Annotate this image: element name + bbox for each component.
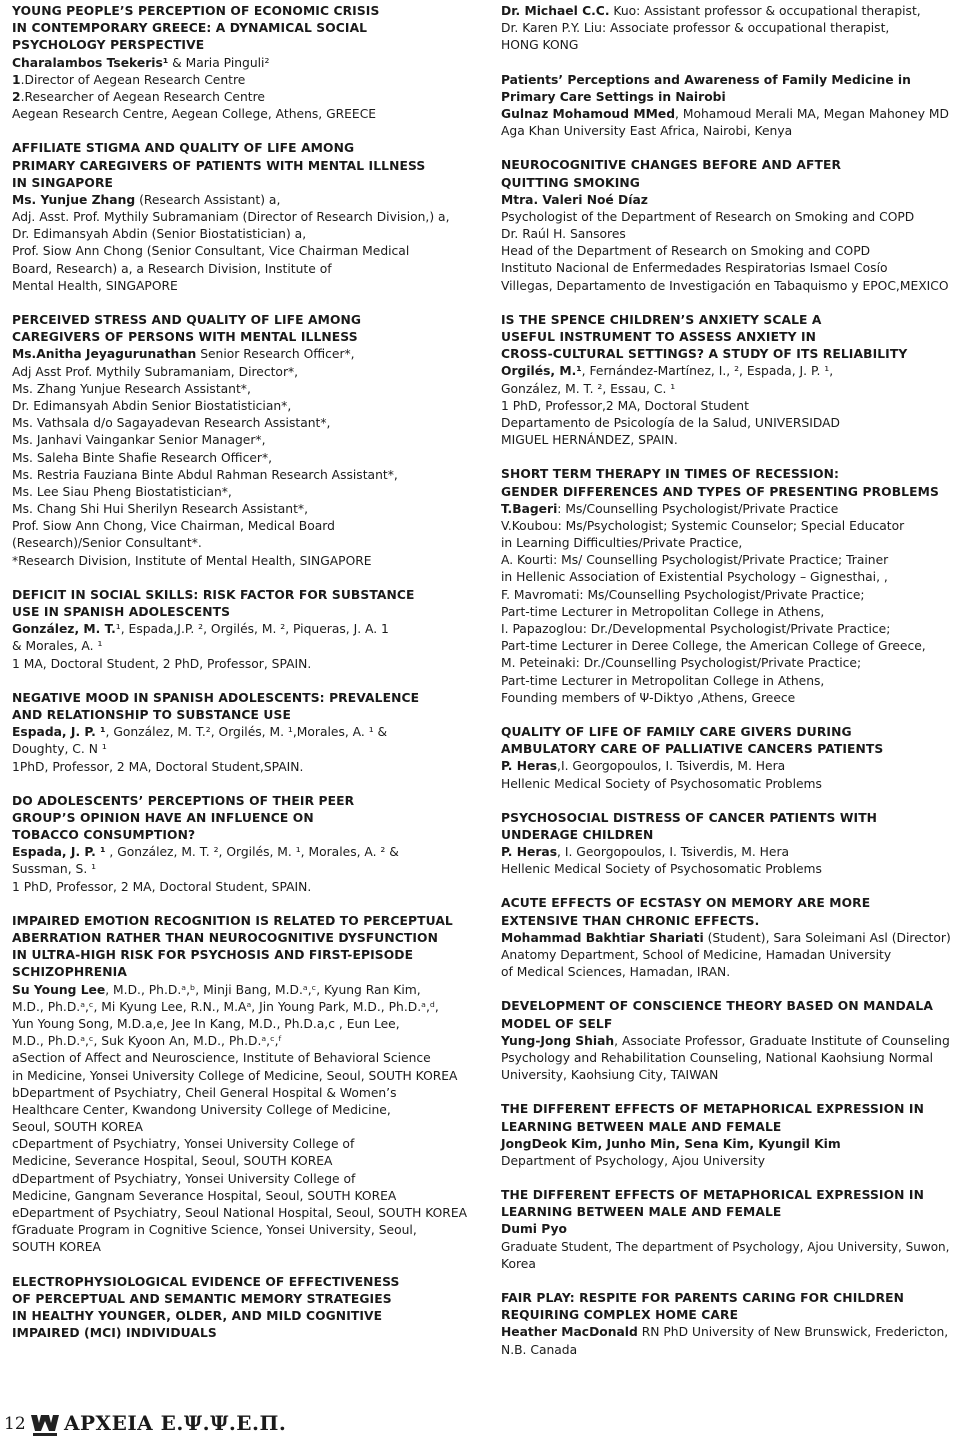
affiliation-line: Mental Health, SINGAPORE: [12, 278, 178, 293]
affiliation-line: MIGUEL HERNÁNDEZ, SPAIN.: [501, 433, 678, 448]
abstract-title-line: DEVELOPMENT OF CONSCIENCE THEORY BASED ON MANDALA: [501, 999, 933, 1014]
affiliation-line: Seoul, SOUTH KOREA: [12, 1120, 143, 1135]
abstract-title-line: IN HEALTHY YOUNGER, OLDER, AND MILD COGNITIVE: [12, 1308, 383, 1323]
affiliation-line: & Morales, A. ¹: [12, 639, 103, 654]
affiliation-line: Ms. Restria Fauziana Binte Abdul Rahman Research Assistant*,: [12, 467, 398, 482]
affiliation-line: Departamento de Psicología de la Salud, UNIVERSIDAD: [501, 415, 841, 430]
affiliation-line: Ms. Janhavi Vaingankar Senior Manager*,: [12, 433, 266, 448]
abstract-title-line: IN CONTEMPORARY GREECE: A DYNAMICAL SOCIAL: [12, 21, 368, 36]
affiliation-line: Board, Research) a, a Research Division, Institute of: [12, 261, 332, 276]
affiliation-line: Adj. Asst. Prof. Mythily Subramaniam (Director of Research Division,) a,: [12, 210, 450, 225]
affiliation-line: Head of the Department of Research on Smoking and COPD: [501, 244, 871, 259]
affiliation-line: in Medicine, Yonsei University College of Medicine, Seoul, SOUTH KOREA: [12, 1068, 458, 1083]
affiliation-line: Dr. Raúl H. Sansores: [501, 227, 626, 242]
abstract-entry: [501, 1101, 957, 1170]
affiliation-line: Ms. Zhang Yunjue Research Assistant*,: [12, 381, 251, 396]
abstract-title-line: NEUROCOGNITIVE CHANGES BEFORE AND AFTER: [501, 158, 842, 173]
journal-name: ΑΡΧΕΙΑ Ε.Ψ.Ψ.Ε.Π.: [64, 1411, 287, 1435]
abstract-title-line: SHORT TERM THERAPY IN TIMES OF RECESSION:: [501, 467, 840, 482]
affiliation-line: Doughty, C. N ¹: [12, 742, 107, 757]
abstract-title-line: PSYCHOLOGY PERSPECTIVE: [12, 38, 205, 53]
affiliation-line: M. Peteinaki: Dr./Counselling Psychologist/Private Practice;: [501, 656, 862, 671]
author-line: Patients’ Perceptions and Awareness of Family Medicine in: [501, 72, 911, 87]
affiliation-line: of Medical Sciences, Hamadan, IRAN.: [501, 965, 731, 980]
abstract-title-line: IS THE SPENCE CHILDREN’S ANXIETY SCALE A: [501, 312, 822, 327]
author-line: Orgilés, M.¹, Fernández-Martínez, I., ², Espada, J. P. ¹,: [501, 364, 834, 379]
affiliation-line: 1 MA, Doctoral Student, 2 PhD, Professor, SPAIN.: [12, 656, 312, 671]
affiliation-line: 1 PhD, Professor, 2 MA, Doctoral Student, SPAIN.: [12, 879, 312, 894]
abstract-entry: [501, 810, 957, 879]
abstract-entry: [12, 793, 482, 896]
affiliation-line: F. Mavromati: Ms/Counselling Psychologist/Private Practice;: [501, 587, 865, 602]
abstract-entry: [501, 1290, 957, 1359]
abstract-title-line: USE IN SPANISH ADOLESCENTS: [12, 605, 231, 619]
affiliation-line: Dr. Edimansyah Abdin (Senior Biostatistician) a,: [12, 227, 307, 242]
affiliation-line: Villegas, Departamento de Investigación en Tabaquismo y EPOC,MEXICO: [501, 278, 949, 293]
affiliation-line: M.D., Ph.D.ᵃ,ᶜ, Mi Kyung Lee, R.N., M.Aᵃ, Jin Young Park, M.D., Ph.D.ᵃ,ᵈ,: [12, 999, 439, 1014]
abstract-entry: [501, 466, 957, 707]
abstract-title-line: NEGATIVE MOOD IN SPANISH ADOLESCENTS: PREVALENCE: [12, 690, 420, 705]
affiliation-line: Hellenic Medical Society of Psychosomatic Problems: [501, 776, 822, 791]
abstract-title-line: MODEL OF SELF: [501, 1016, 613, 1031]
affiliation-line: SOUTH KOREA: [12, 1240, 101, 1255]
affiliation-line: Aegean Research Centre, Aegean College, Athens, GREECE: [12, 107, 377, 122]
abstract-entry: [12, 312, 482, 570]
affiliation-line: Prof. Siow Ann Chong (Senior Consultant, Vice Chairman Medical: [12, 244, 410, 259]
abstract-title-line: PSYCHOSOCIAL DISTRESS OF CANCER PATIENTS WITH: [501, 810, 878, 825]
affiliation-line: *Research Division, Institute of Mental Health, SINGAPORE: [12, 553, 372, 568]
abstract-title-line: ACUTE EFFECTS OF ECSTASY ON MEMORY ARE MORE: [501, 896, 871, 911]
abstract-title-line: EXTENSIVE THAN CHRONIC EFFECTS.: [501, 913, 760, 928]
author-line: P. Heras,I. Georgopoulos, I. Tsiverdis, M. Hera: [501, 759, 786, 774]
affiliation-line: Founding members of Ψ-Diktyo ,Athens, Greece: [501, 690, 796, 705]
abstract-title-line: LEARNING BETWEEN MALE AND FEMALE: [501, 1205, 782, 1220]
author-line: Espada, J. P. ¹, González, M. T.², Orgilés, M. ¹,Morales, A. ¹ &: [12, 725, 388, 740]
abstract-title-line: GENDER DIFFERENCES AND TYPES OF PRESENTING PROBLEMS: [501, 484, 939, 499]
affiliation-line: Part-time Lecturer in Metropolitan College in Athens,: [501, 673, 825, 688]
affiliation-line: Medicine, Gangnam Severance Hospital, Seoul, SOUTH KOREA: [12, 1188, 397, 1203]
abstract-title-line: DEFICIT IN SOCIAL SKILLS: RISK FACTOR FOR SUBSTANCE: [12, 587, 415, 602]
abstract-title-line: USEFUL INSTRUMENT TO ASSESS ANXIETY IN: [501, 330, 817, 344]
author-line: JongDeok Kim, Junho Min, Sena Kim, Kyungil Kim: [501, 1136, 841, 1151]
author-line: Mohammad Bakhtiar Shariati (Student), Sara Soleimani Asl (Director): [501, 930, 951, 945]
affiliation-line: I. Papazoglou: Dr./Developmental Psychologist/Private Practice;: [501, 622, 891, 636]
abstract-title-line: THE DIFFERENT EFFECTS OF METAPHORICAL EXPRESSION IN: [501, 1188, 924, 1203]
affiliation-line: 1 PhD, Professor,2 MA, Doctoral Student: [501, 398, 749, 413]
affiliation-line: Ms. Saleha Binte Shafie Research Officer*,: [12, 450, 273, 465]
abstract-title-line: IN SINGAPORE: [12, 175, 114, 190]
author-line: Charalambos Tsekeris¹ & Maria Pinguli²: [12, 55, 270, 70]
author-line: 2.Researcher of Aegean Research Centre: [12, 89, 265, 104]
affiliation-line: Anatomy Department, School of Medicine, Hamadan University: [501, 948, 892, 962]
affiliation-line: bDepartment of Psychiatry, Cheil General Hospital & Women’s: [12, 1085, 397, 1100]
abstract-title-line: CAREGIVERS OF PERSONS WITH MENTAL ILLNESS: [12, 330, 358, 345]
abstract-title-line: QUITTING SMOKING: [501, 175, 640, 190]
abstract-entry: [12, 690, 482, 776]
abstract-entry: [501, 895, 957, 981]
affiliation-line: University, Kaohsiung City, TAIWAN: [501, 1068, 719, 1083]
abstract-title-line: ABERRATION RATHER THAN NEUROCOGNITIVE DYSFUNCTION: [12, 931, 438, 945]
affiliation-line: Medicine, Severance Hospital, Seoul, SOUTH KOREA: [12, 1154, 333, 1169]
affiliation-line: Ms. Chang Shi Hui Sherilyn Research Assistant*,: [12, 502, 308, 517]
affiliation-line: HONG KONG: [501, 38, 579, 53]
abstract-entry: [501, 998, 957, 1084]
abstract-title-line: AMBULATORY CARE OF PALLIATIVE CANCERS PATIENTS: [501, 742, 884, 757]
affiliation-line: Department of Psychology, Ajou University: [501, 1153, 765, 1168]
abstract-title-line: LEARNING BETWEEN MALE AND FEMALE: [501, 1119, 782, 1134]
abstract-title-line: QUALITY OF LIFE OF FAMILY CARE GIVERS DURING: [501, 724, 852, 739]
author-line: Su Young Lee, M.D., Ph.D.ᵃ,ᵇ, Minji Bang, M.D.ᵃ,ᶜ, Kyung Ran Kim,: [12, 982, 421, 997]
affiliation-line: Ms. Vathsala d/o Sagayadevan Research Assistant*,: [12, 416, 331, 431]
affiliation-line: aSection of Affect and Neuroscience, Institute of Behavioral Science: [12, 1051, 431, 1066]
abstract-title-line: AFFILIATE STIGMA AND QUALITY OF LIFE AMONG: [12, 141, 355, 156]
abstract-title-line: YOUNG PEOPLE’S PERCEPTION OF ECONOMIC CRISIS: [12, 4, 380, 18]
abstract-entry: [501, 3, 957, 55]
abstract-entry: [501, 312, 957, 450]
author-line: P. Heras, I. Georgopoulos, I. Tsiverdis, M. Hera: [501, 845, 790, 860]
author-line: Ms. Yunjue Zhang (Research Assistant) a,: [12, 192, 281, 207]
abstract-title-line: PRIMARY CAREGIVERS OF PATIENTS WITH MENTAL ILLNESS: [12, 158, 426, 173]
abstract-title-line: IMPAIRED (MCI) INDIVIDUALS: [12, 1326, 217, 1341]
author-line: Primary Care Settings in Nairobi: [501, 89, 726, 104]
affiliation-line: Part-time Lecturer in Metropolitan College in Athens,: [501, 604, 825, 619]
abstract-entry: [501, 724, 957, 793]
affiliation-line: eDepartment of Psychiatry, Seoul National Hospital, Seoul, SOUTH KOREA: [12, 1206, 468, 1220]
affiliation-line: Hellenic Medical Society of Psychosomatic Problems: [501, 862, 822, 877]
abstract-title-line: PERCEIVED STRESS AND QUALITY OF LIFE AMONG: [12, 313, 362, 327]
abstract-title-line: REQUIRING COMPLEX HOME CARE: [501, 1308, 739, 1323]
abstract-title-line: ELECTROPHYSIOLOGICAL EVIDENCE OF EFFECTIVENESS: [12, 1274, 400, 1289]
abstract-entry: [501, 157, 957, 295]
affiliation-line: 1PhD, Professor, 2 MA, Doctoral Student,SPAIN.: [12, 759, 304, 774]
author-line: T.Bageri: Ms/Counselling Psychologist/Private Practice: [501, 501, 839, 516]
author-line: González, M. T.¹, Espada,J.P. ², Orgilés, M. ², Piqueras, J. A. 1: [12, 622, 389, 637]
abstract-entry: [12, 140, 482, 295]
abstract-title-line: DO ADOLESCENTS’ PERCEPTIONS OF THEIR PEER: [12, 793, 355, 808]
affiliation-line: Graduate Student, The department of Psychology, Ajou University, Suwon,: [501, 1239, 950, 1254]
affiliation-line: (Research)/Senior Consultant*.: [12, 536, 202, 551]
affiliation-line: cDepartment of Psychiatry, Yonsei University College of: [12, 1137, 355, 1152]
affiliation-line: Part-time Lecturer in Deree College, the American College of Greece,: [501, 639, 926, 654]
affiliation-line: in Learning Difficulties/Private Practice,: [501, 536, 743, 551]
affiliation-line: Aga Khan University East Africa, Nairobi, Kenya: [501, 124, 793, 139]
affiliation-line: A. Kourti: Ms/ Counselling Psychologist/Private Practice; Trainer: [501, 553, 889, 568]
affiliation-line: Psychologist of the Department of Research on Smoking and COPD: [501, 209, 915, 224]
author-line: Espada, J. P. ¹ , González, M. T. ², Orgilés, M. ¹, Morales, A. ² &: [12, 845, 399, 860]
journal-logo-icon: [29, 1411, 61, 1439]
abstract-entry: [12, 3, 482, 123]
abstract-entry: [12, 1274, 482, 1343]
affiliation-line: Dr. Edimansyah Abdin Senior Biostatistician*,: [12, 398, 292, 413]
author-line: Ms.Anitha Jeyagurunathan Senior Research Officer*,: [12, 347, 355, 362]
affiliation-line: Yun Young Song, M.D.a,e, Jee In Kang, M.D., Ph.D.a,c , Eun Lee,: [12, 1016, 400, 1031]
abstract-title-line: AND RELATIONSHIP TO SUBSTANCE USE: [12, 707, 291, 722]
affiliation-line: González, M. T. ², Essau, C. ¹: [501, 381, 676, 396]
abstract-title-line: SCHIZOPHRENIA: [12, 965, 127, 980]
abstract-title-line: FAIR PLAY: RESPITE FOR PARENTS CARING FOR CHILDREN: [501, 1291, 905, 1305]
affiliation-line: Sussman, S. ¹: [12, 862, 97, 877]
author-line: Gulnaz Mohamoud MMed, Mohamoud Merali MA, Megan Mahoney MD: [501, 106, 949, 121]
right-column: [501, 3, 957, 1376]
abstract-title-line: UNDERAGE CHILDREN: [501, 827, 654, 842]
affiliation-line: N.B. Canada: [501, 1342, 578, 1357]
page-footer: [0, 1404, 960, 1442]
affiliation-line: Dr. Karen P.Y. Liu: Associate professor & occupational therapist,: [501, 21, 890, 36]
abstract-title-line: CROSS-CULTURAL SETTINGS? A STUDY OF ITS RELIABILITY: [501, 347, 908, 362]
affiliation-line: Korea: [501, 1256, 536, 1271]
abstract-entry: [501, 1187, 957, 1273]
affiliation-line: Instituto Nacional de Enfermedades Respiratorias Ismael Cosío: [501, 261, 888, 276]
affiliation-line: Healthcare Center, Kwandong University College of Medicine,: [12, 1102, 391, 1117]
affiliation-line: in Hellenic Association of Existential Psychology – Gignesthai, ,: [501, 570, 888, 585]
author-line: Dumi Pyo: [501, 1222, 567, 1237]
author-line: Yung-Jong Shiah, Associate Professor, Graduate Institute of Counseling: [501, 1033, 950, 1048]
affiliation-line: dDepartment of Psychiatry, Yonsei University College of: [12, 1171, 356, 1186]
abstract-entry: [12, 913, 482, 1257]
left-column: [12, 3, 482, 1359]
abstract-title-line: IN ULTRA-HIGH RISK FOR PSYCHOSIS AND FIRST-EPISODE: [12, 948, 414, 963]
author-line: Heather MacDonald RN PhD University of New Brunswick, Fredericton,: [501, 1325, 949, 1340]
affiliation-line: Psychology and Rehabilitation Counseling, National Kaohsiung Normal: [501, 1050, 934, 1065]
abstract-title-line: THE DIFFERENT EFFECTS OF METAPHORICAL EXPRESSION IN: [501, 1102, 924, 1117]
page-number: 12: [4, 1414, 26, 1434]
abstract-title-line: TOBACCO CONSUMPTION?: [12, 828, 196, 843]
affiliation-line: V.Koubou: Ms/Psychologist; Systemic Counselor; Special Educator: [501, 518, 905, 533]
author-line: Mtra. Valeri Noé Díaz: [501, 192, 648, 207]
affiliation-line: Adj Asst Prof. Mythily Subramaniam, Director*,: [12, 364, 299, 379]
author-line: Dr. Michael C.C. Kuo: Assistant professor & occupational therapist,: [501, 4, 921, 18]
abstract-title-line: GROUP’S OPINION HAVE AN INFLUENCE ON: [12, 810, 314, 825]
affiliation-line: Ms. Lee Siau Pheng Biostatistician*,: [12, 484, 232, 499]
affiliation-line: M.D., Ph.D.ᵃ,ᶜ, Suk Kyoon An, M.D., Ph.D.ᵃ,ᶜ,ᶠ: [12, 1034, 283, 1049]
abstract-entry: [501, 72, 957, 141]
abstract-entry: [12, 587, 482, 673]
abstract-title-line: OF PERCEPTUAL AND SEMANTIC MEMORY STRATEGIES: [12, 1291, 392, 1306]
author-line: 1.Director of Aegean Research Centre: [12, 72, 246, 87]
abstract-title-line: IMPAIRED EMOTION RECOGNITION IS RELATED TO PERCEPTUAL: [12, 913, 453, 928]
affiliation-line: fGraduate Program in Cognitive Science, Yonsei University, Seoul,: [12, 1223, 417, 1238]
affiliation-line: Prof. Siow Ann Chong, Vice Chairman, Medical Board: [12, 519, 335, 534]
